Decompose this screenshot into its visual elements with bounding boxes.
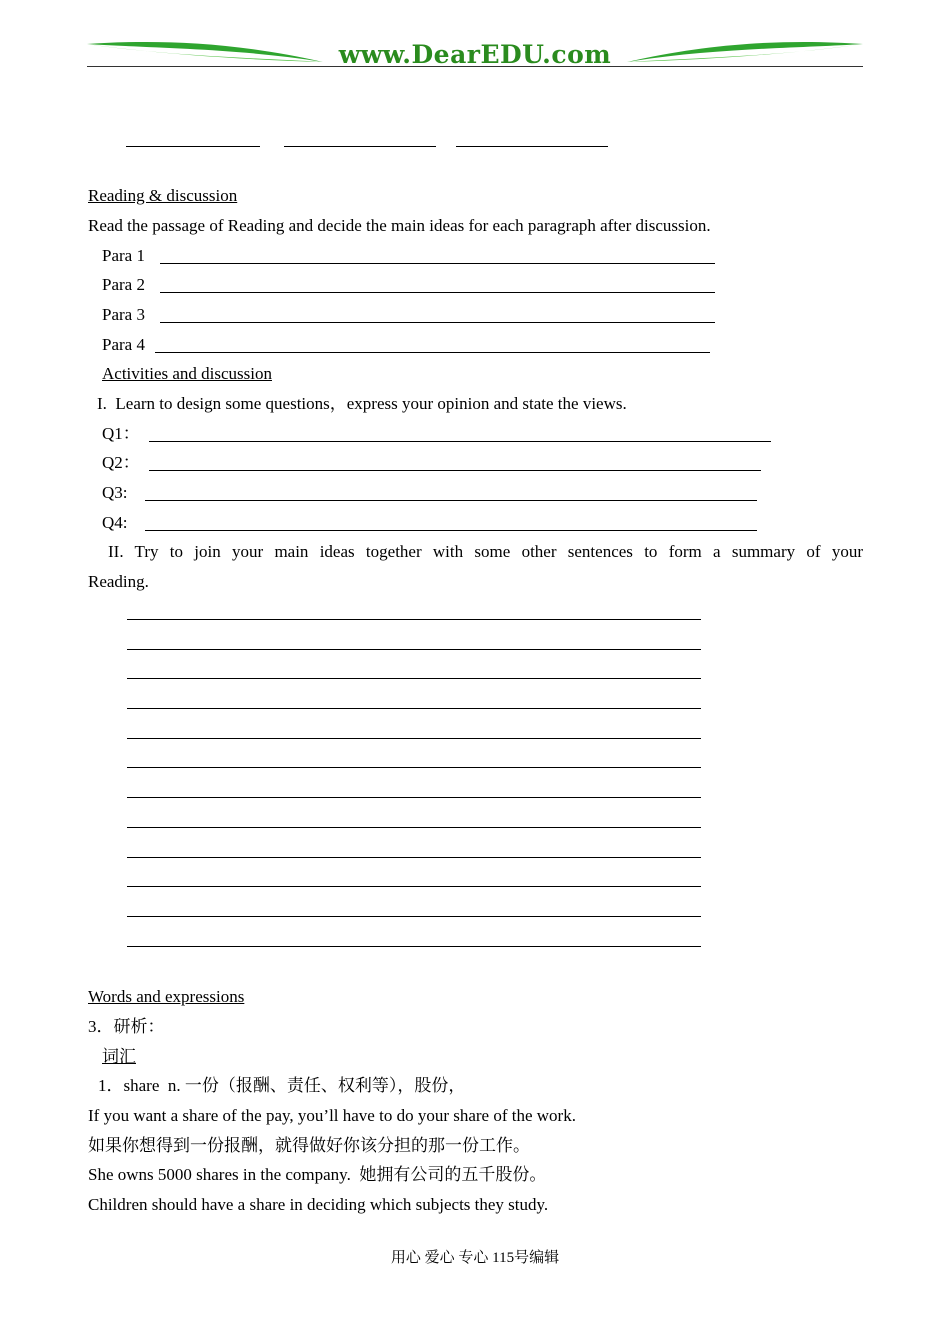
summary-line	[127, 678, 701, 679]
summary-line	[127, 827, 701, 828]
top-blank-2	[284, 146, 436, 147]
summary-line	[127, 738, 701, 739]
question-3-blank	[145, 500, 757, 501]
vocab-label: 词汇	[102, 1047, 136, 1066]
question-4-label: Q4:	[102, 513, 128, 532]
question-4-blank	[145, 530, 757, 531]
words-item-3: 3．研析：	[88, 1017, 165, 1036]
summary-line	[127, 649, 701, 650]
para-4-blank	[155, 352, 710, 353]
activities-task-2-line-1: II. Try to join your main ideas together with some other sentences to form a summary of your	[108, 542, 863, 561]
reading-heading: Reading & discussion	[88, 186, 238, 205]
activities-task-2-line-2: Reading.	[88, 572, 149, 591]
activities-task-1: I. Learn to design some questions，express your opinion and state the views.	[97, 394, 627, 413]
activities-task-2	[88, 541, 863, 563]
summary-line	[127, 708, 701, 709]
summary-line	[127, 797, 701, 798]
top-blank-1	[126, 146, 260, 147]
example-2: She owns 5000 shares in the company. 她拥有公司的五千股份。	[88, 1165, 547, 1184]
example-3-en: Children should have a share in deciding which subjects they study.	[88, 1195, 549, 1214]
example-1-cn: 如果你想得到一份报酬，就得做好你该分担的那一份工作。	[88, 1136, 530, 1155]
site-url: www.DearEDU.com	[338, 40, 612, 69]
summary-line	[127, 857, 701, 858]
question-3-label: Q3:	[102, 483, 128, 502]
summary-line	[127, 946, 701, 947]
header-rule	[87, 66, 863, 67]
summary-line	[127, 619, 701, 620]
question-2-blank	[149, 470, 761, 471]
para-3-blank	[160, 322, 715, 323]
para-3-label: Para 3	[102, 305, 145, 324]
para-2-blank	[160, 292, 715, 293]
reading-instruction: Read the passage of Reading and decide the main ideas for each paragraph after discussion.	[88, 216, 711, 235]
page-header	[87, 38, 863, 70]
vocab-entry-share: 1．share n. 一份（报酬、责任、权利等），股份，	[98, 1076, 466, 1095]
question-2-label: Q2：	[102, 453, 140, 472]
summary-line	[127, 916, 701, 917]
top-blank-3	[456, 146, 608, 147]
summary-line	[127, 886, 701, 887]
page-footer: 用心 爱心 专心 115号编辑	[390, 1250, 560, 1266]
para-2-label: Para 2	[102, 275, 145, 294]
para-1-blank	[160, 263, 715, 264]
words-heading: Words and expressions	[88, 987, 245, 1006]
summary-line	[127, 767, 701, 768]
para-4-label: Para 4	[102, 335, 145, 354]
activities-heading: Activities and discussion	[102, 364, 272, 383]
example-1-en: If you want a share of the pay, you’ll have to do your share of the work.	[88, 1106, 576, 1125]
para-1-label: Para 1	[102, 246, 145, 265]
question-1-blank	[149, 441, 771, 442]
question-1-label: Q1：	[102, 424, 140, 443]
